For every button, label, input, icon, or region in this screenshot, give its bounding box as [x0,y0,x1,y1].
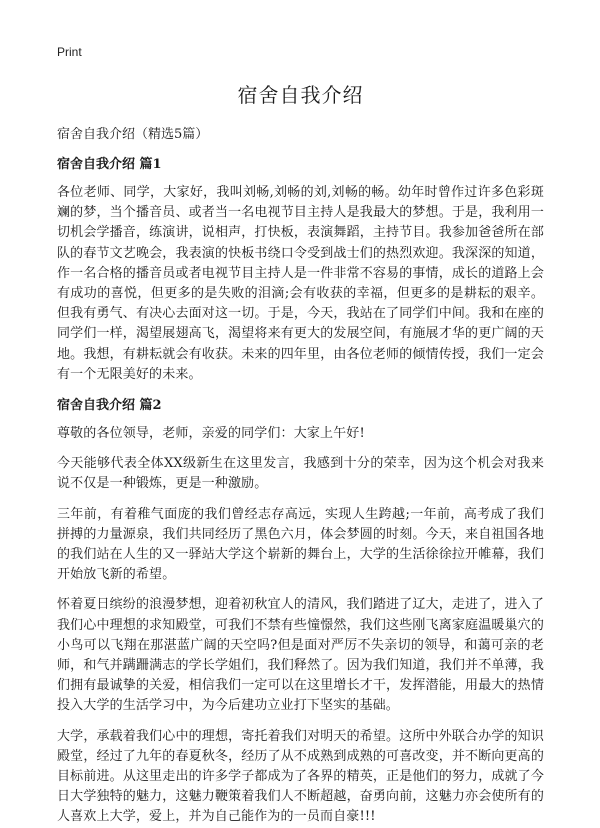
paragraph: 各位老师、同学，大家好，我叫刘畅,刘畅的刘,刘畅的畅。幼年时曾作过许多色彩斑斓的梦，当个播音员、或者当一名电视节目主持人是我最大的梦想。于是，我利用一切机会学播音，练演讲，说相声，打快板，表演舞蹈，主持节目。我参加爸爸所在部队的春节文艺晚会，我表演的快板书绕口令受到战士们的热烈欢迎。我深深的知道，作一名合格的播音员或者电视节目主持人是一件非常不容易的事情，成长的道路上会有成功的喜悦，但更多的是失败的泪滴;会有收获的幸福，但更多的是耕耘的艰辛。但我有勇气、有决心去面对这一切。于是，今天，我站在了同学们中间。我和在座的同学们一样，渴望展翅高飞，渴望将来有更大的发展空间，有施展才华的更广阔的天地。我想，有耕耘就会有收获。未来的四年里，由各位老师的倾情传授，我们一定会有一个无限美好的未来。 [57,185,544,382]
document-subtitle: 宿舍自我介绍（精选5篇） [57,127,209,142]
section-2 [57,397,544,828]
paragraph: 今天能够代表全体XX级新生在这里发言，我感到十分的荣幸，因为这个机会对我来说不仅是一种锻炼，更是一种激励。 [57,456,544,492]
paragraph: 尊敬的各位领导，老师，亲爱的同学们：大家上午好! [57,426,365,442]
section-heading: 宿舍自我介绍 篇1 [57,157,162,172]
print-label: Print [57,45,82,59]
paragraph: 怀着夏日缤纷的浪漫梦想，迎着初秋宜人的清风，我们踏进了辽大，走进了，进入了我们心中理想的求知殿堂，可我们不禁有些憧憬然，我们这些刚飞离家庭温暖巢穴的小鸟可以飞翔在那湛蓝广阔的天空吗?但是面对严厉不失亲切的领导，和蔼可亲的老师，和气并蹒跚满志的学长学姐们，我们释然了。因为我们知道，我们并不单薄，我们拥有最诚挚的关爱，相信我们一定可以在这里增长才干，发挥潜能，用最大的热情投入大学的生活学习中，为今后建功立业打下坚实的基础。 [57,597,544,714]
document-title: 宿舍自我介绍 [237,83,364,107]
paragraph: 大学，承载着我们心中的理想，寄托着我们对明天的希望。这所中外联合办学的知识殿堂，经过了九年的春夏秋冬，经历了从不成熟到成熟的可喜改变，并不断向更高的目标前进。从这里走出的许多学子都成为了各界的精英，正是他们的努力，成就了今日大学独特的魅力，这魅力鞭策着我们人不断超越，奋勇向前，这魅力亦会使所有的人喜欢上大学，爱上，并为自己能作为的一员而自豪!!! [57,728,544,825]
paragraph: 三年前，有着稚气面庞的我们曾经志存高远，实现人生跨越;一年前，高考成了我们拼搏的力量源泉，我们共同经历了黑色六月，体会梦圆的时刻。今天，来自祖国各地的我们站在人生的又一驿站大学这个崭新的舞台上，大学的生活徐徐拉开帷幕，我们开始放飞新的希望。 [57,506,544,583]
section-heading: 宿舍自我介绍 篇2 [57,398,162,414]
section-1 [57,156,544,385]
